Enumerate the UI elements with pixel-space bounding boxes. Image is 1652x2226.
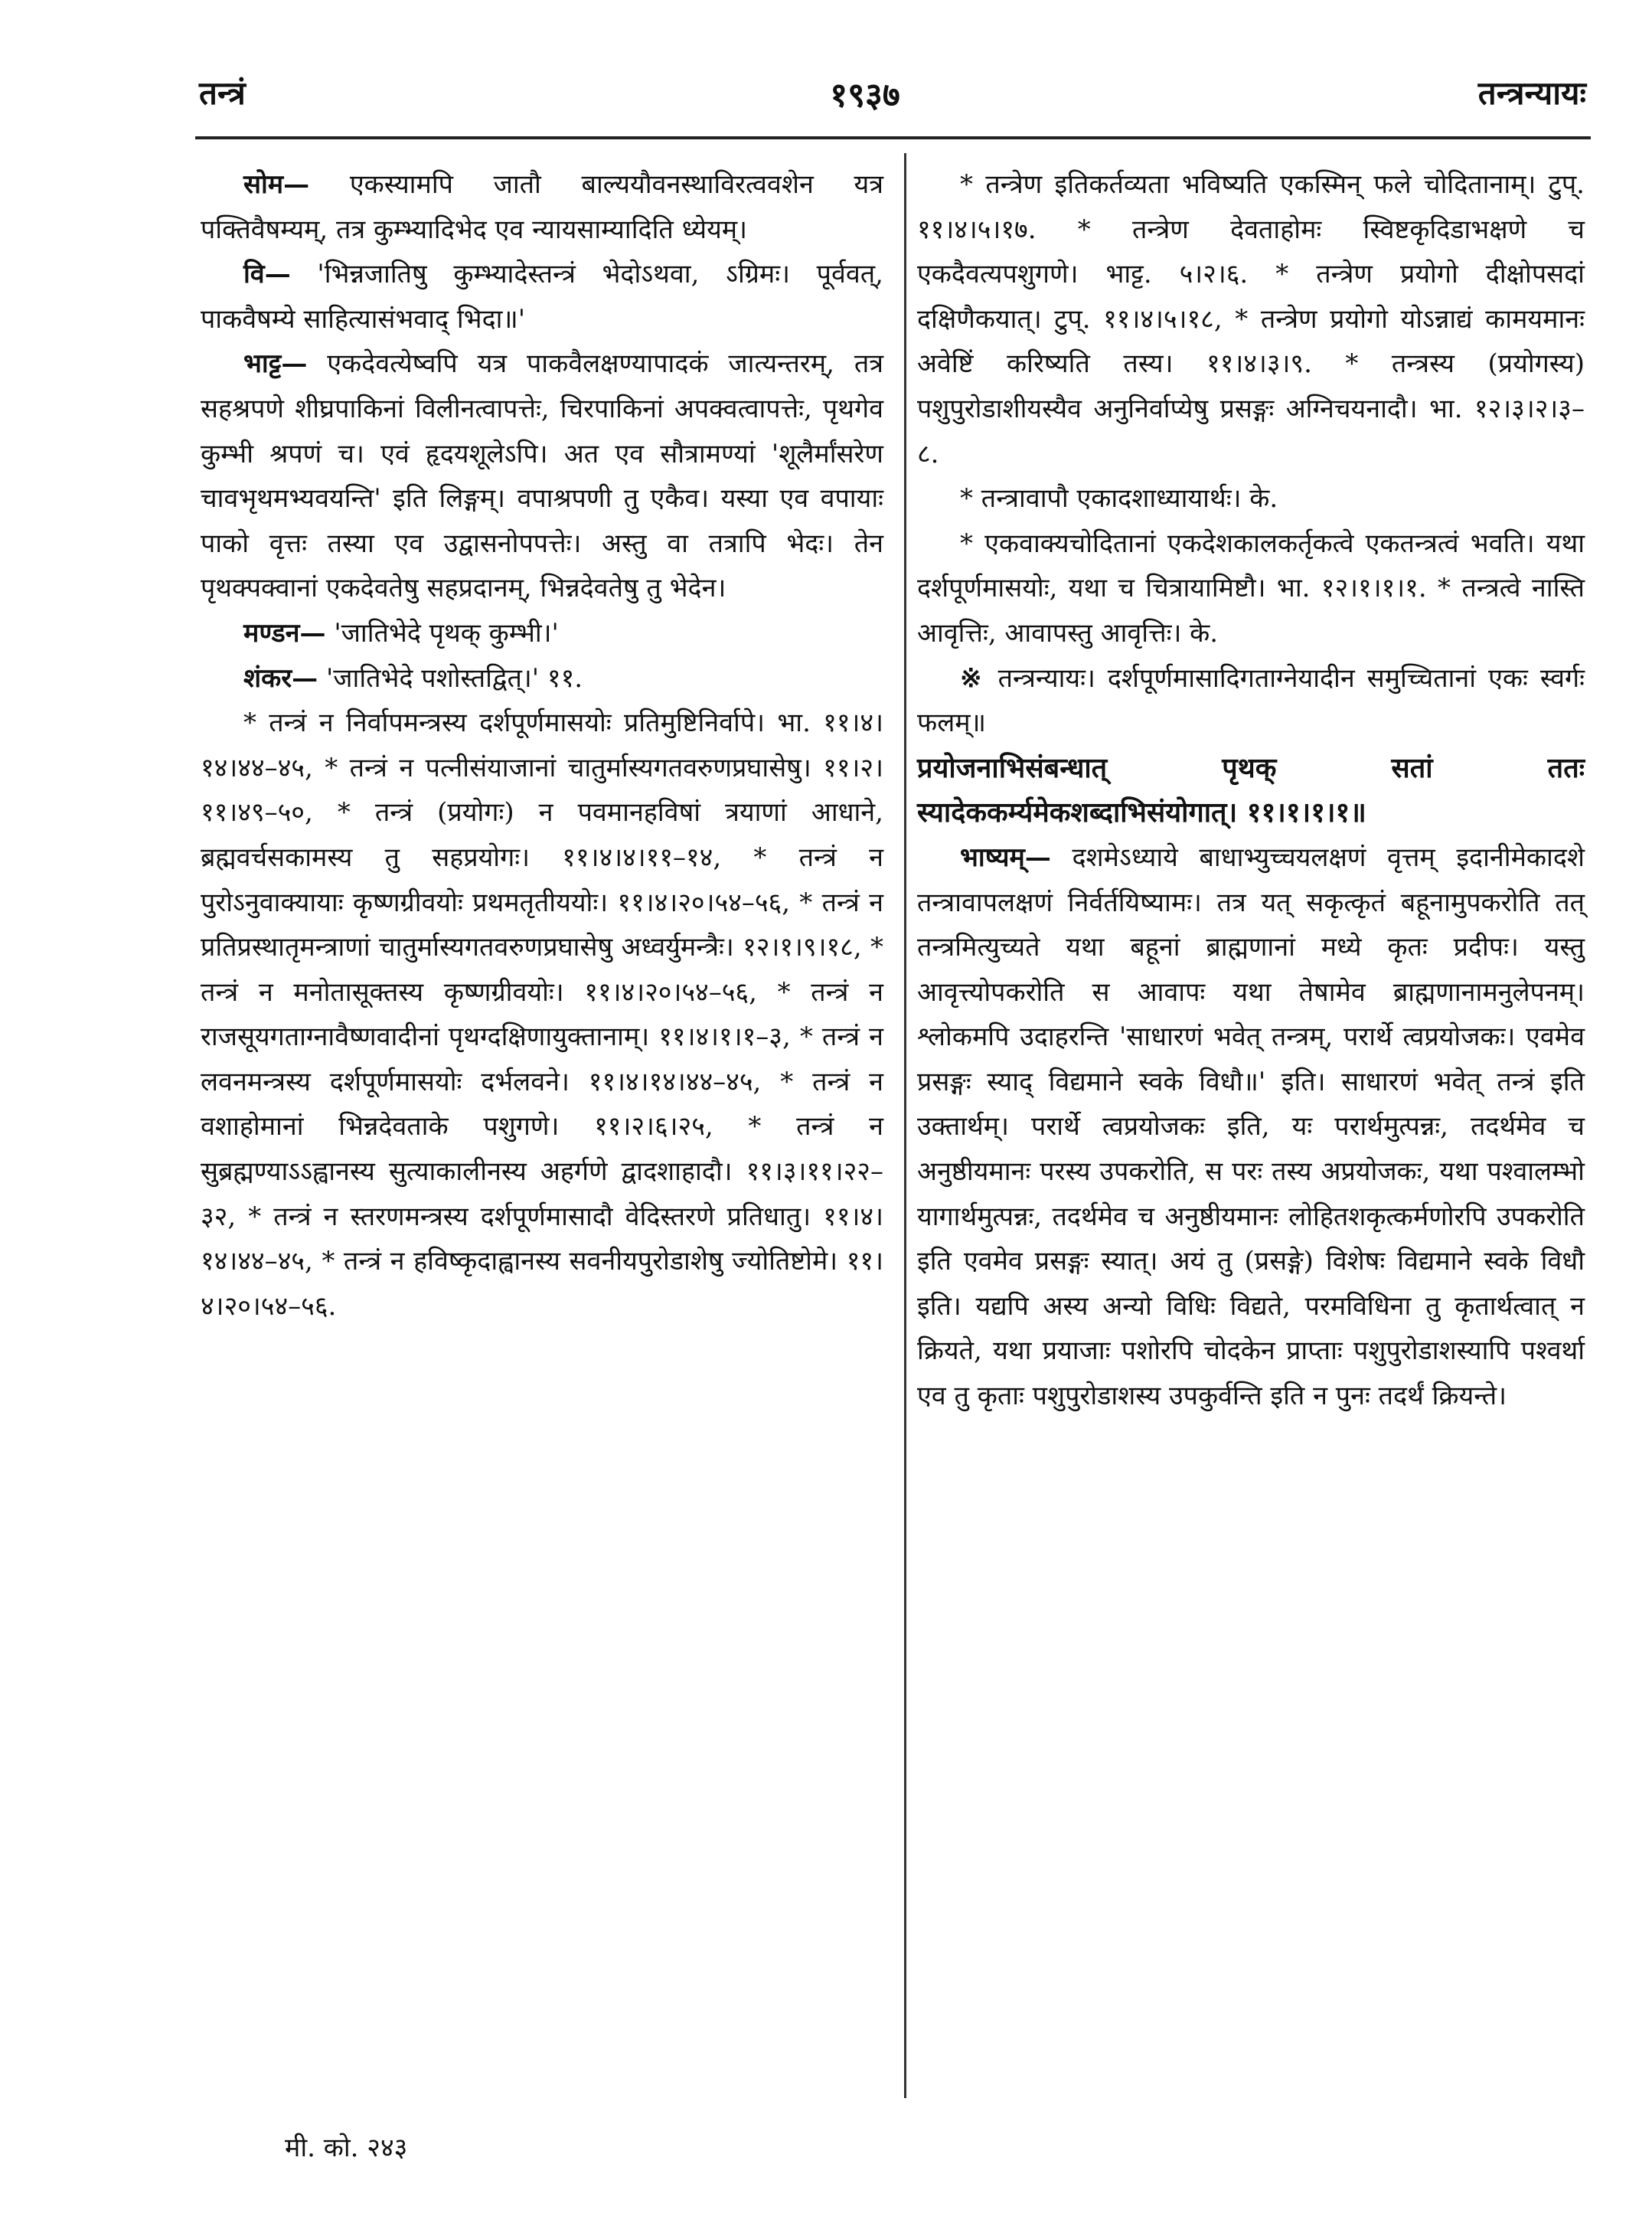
left-column	[201, 162, 883, 1329]
left-paragraph-shankara	[201, 656, 883, 701]
right-sutra: प्रयोजनाभिसंबन्धात् पृथक् सतां ततः स्यादेककर्म्यमेकशब्दाभिसंयोगात्। ११।१।१।१॥	[917, 751, 1585, 829]
paragraph-text: दशमेऽध्याये बाधाभ्युच्चयलक्षणं वृत्तम् इदानीमेकादशे तन्त्रावापलक्षणं निर्वर्तयिष्यामः। तत्र यत् सकृत्कृतं बहूनामुपकरोति तत् तन्त्रमित्युच्यते यथा बहूनां ब्राह्मणानां मध्ये कृतः प्रदीपः। यस्तु आवृत्त्योपकरोति स आवापः यथा तेषामेव ब्राह्मणानामनुलेपनम्। श्लोकमपि उदाहरन्ति 'साधारणं भवेत् तन्त्रम्, परार्थे त्वप्रयोजकः। एवमेव प्रसङ्गः स्याद् विद्यमाने स्वके विधौ॥' इति। साधारणं भवेत् तन्त्रं इति उक्तार्थम्। परार्थे त्वप्रयोजकः इति, यः परार्थमुत्पन्नः, तदर्थमेव च अनुष्ठीयमानः परस्य उपकरोति, स परः तस्य अप्रयोजकः, यथा पश्वालम्भो यागार्थमुत्पन्नः, तदर्थमेव च अनुष्ठीयमानः लोहितशकृत्कर्मणोरपि उपकरोति इति एवमेव प्रसङ्गः स्यात्। अयं तु (प्रसङ्गे) विशेषः विद्यमाने स्वके विधौ इति। यद्यपि अस्य अन्यो विधिः विद्यते, परमविधिना तु कृतार्थत्वात् न क्रियते, यथा प्रयाजाः पशोरपि चोदकेन प्राप्ताः पशुपुरोडाशस्यापि पश्वर्था एव तु कृताः पशुपुरोडाशस्य उपकुर्वन्ति इति न पुनः तदर्थं क्रियन्ते।	[917, 842, 1585, 1412]
footer-signature: मी. को. २४३	[285, 2133, 408, 2163]
paragraph-heading: शंकर—	[243, 662, 318, 694]
paragraph-heading: वि—	[243, 259, 291, 290]
page-number: १९३७	[830, 76, 900, 115]
left-paragraph-soma	[201, 162, 883, 252]
right-paragraph-tantrena: * तन्त्रेण इतिकर्तव्यता भविष्यति एकस्मिन् फले चोदितानाम्। टुप्. ११।४।५।१७. * तन्त्रेण देवताहोमः स्विष्टकृदिडाभक्षणे च एकदैवत्यपशुगणे। भाट्ट. ५।२।६. * तन्त्रेण प्रयोगो दीक्षोपसदां दक्षिणैकयात्। टुप्. ११।४।५।१८, * तन्त्रेण प्रयोगो योऽन्नाद्यं कामयमानः अवेष्टिं करिष्यति तस्य। ११।४।३।९. * तन्त्रस्य (प्रयोगस्य) पशुपुरोडाशीयस्यैव अनुनिर्वाप्येषु प्रसङ्गः अग्निचयनादौ। भा. १२।३।२।३–८.	[917, 169, 1585, 469]
paragraph-text: एकस्यामपि जातौ बाल्ययौवनस्थाविरत्ववशेन यत्र पक्तिवैषम्यम्, तत्र कुम्भ्यादिभेद एव न्यायसाम्यादिति ध्येयम्।	[201, 169, 883, 245]
right-paragraph-bhashya	[917, 835, 1585, 1419]
paragraph-text: 'भिन्नजातिषु कुम्भ्यादेस्तन्त्रं भेदोऽथवा, ऽग्रिमः। पूर्ववत्, पाकवैषम्ये साहित्यासंभवाद् भिदा॥'	[201, 259, 883, 335]
paragraph-heading: मण्डन—	[243, 617, 326, 649]
left-paragraph-references: * तन्त्रं न निर्वापमन्त्रस्य दर्शपूर्णमासयोः प्रतिमुष्टिनिर्वापे। भा. ११।४।१४।४४–४५, * तन्त्रं न पत्नीसंयाजानां चातुर्मास्यगतवरुणप्रघासेषु। ११।२।११।४९–५०, * तन्त्रं (प्रयोगः) न पवमानहविषां त्रयाणां आधाने, ब्रह्मवर्चसकामस्य तु सहप्रयोगः। ११।४।४।११–१४, * तन्त्रं न पुरोऽनुवाक्यायाः कृष्णग्रीवयोः प्रथमतृतीययोः। ११।४।२०।५४–५६, * तन्त्रं न प्रतिप्रस्थातृमन्त्राणां चातुर्मास्यगतवरुणप्रघासेषु अध्वर्युमन्त्रैः। १२।१।९।१८, * तन्त्रं न मनोतासूक्तस्य कृष्णग्रीवयोः। ११।४।२०।५४–५६, * तन्त्रं न राजसूयगताग्नावैष्णवादीनां पृथग्दक्षिणायुक्तानाम्। ११।४।१।१–३, * तन्त्रं न लवनमन्त्रस्य दर्शपूर्णमासयोः दर्भलवने। ११।४।१४।४४–४५, * तन्त्रं न वशाहोमानां भिन्नदेवताके पशुगणे। ११।२।६।२५, * तन्त्रं न सुब्रह्मण्याऽऽह्वानस्य सुत्याकालीनस्य अहर्गणे द्वादशाहादौ। ११।३।११।२२–३२, * तन्त्रं न स्तरणमन्त्रस्य दर्शपूर्णमासादौ वेदिस्तरणे प्रतिधातु। ११।४।१४।४४–४५, * तन्त्रं न हविष्कृदाह्वानस्य सवनीयपुरोडाशेषु ज्योतिष्टोमे। ११।४।२०।५४–५६.	[201, 708, 883, 1322]
right-column	[917, 162, 1585, 1419]
paragraph-heading: भाट्ट—	[243, 348, 308, 380]
paragraph-text: 'जातिभेदे पृथक् कुम्भी।'	[325, 617, 559, 649]
header-left-title: तन्त्रं	[199, 74, 246, 112]
paragraph-text: 'जातिभेदे पशोस्तद्वित्।' ११.	[318, 662, 583, 694]
left-paragraph-bhatta	[201, 342, 883, 611]
right-paragraph-tantravapau: * तन्त्रावापौ एकादशाध्यायार्थः। के.	[960, 483, 1278, 515]
left-paragraph-mandana	[201, 611, 883, 656]
header-right-title: तन्त्रन्यायः	[1477, 74, 1586, 112]
paragraph-text: एकदेवत्येष्वपि यत्र पाकवैलक्षण्यापादकं जात्यन्तरम्, तत्र सहश्रपणे शीघ्रपाकिनां विलीनत्वापत्तेः, चिरपाकिनां अपक्वत्वापत्तेः, पृथगेव कुम्भी श्रपणं च। एवं हृदयशूलेऽपि। अत एव सौत्रामण्यां 'शूलैर्मांसरेण चावभृथमभ्यवयन्ति' इति लिङ्गम्। वपाश्रपणी तु एकैव। यस्या एव वपायाः पाको वृत्तः तस्या एव उद्वासनोपपत्तेः। अस्तु वा तत्रापि भेदः। तेन पृथक्पक्वानां एकदेवतेषु सहप्रदानम्, भिन्नदेवतेषु तु भेदेन।	[201, 348, 883, 604]
right-paragraph-nyaya	[917, 656, 1585, 746]
column-divider	[904, 153, 906, 2098]
right-paragraph-ekavakya: * एकवाक्यचोदितानां एकदेशकालकर्तृकत्वे एकतन्त्रत्वं भवति। यथा दर्शपूर्णमासयोः, यथा च चित्रायामिष्टौ। भा. १२।१।१।१. * तन्त्रत्वे नास्ति आवृत्तिः, आवापस्तु आवृत्तिः। के.	[917, 528, 1585, 649]
left-paragraph-vi	[201, 252, 883, 342]
paragraph-heading: भाष्यम्—	[960, 842, 1051, 873]
nyaya-symbol-icon: ※	[960, 662, 986, 694]
header-rule	[195, 136, 1591, 139]
paragraph-text: तन्त्रन्यायः। दर्शपूर्णमासादिगताग्नेयादीन समुच्चितानां एकः स्वर्गः फलम्॥	[917, 662, 1585, 739]
paragraph-heading: सोम—	[243, 169, 310, 200]
